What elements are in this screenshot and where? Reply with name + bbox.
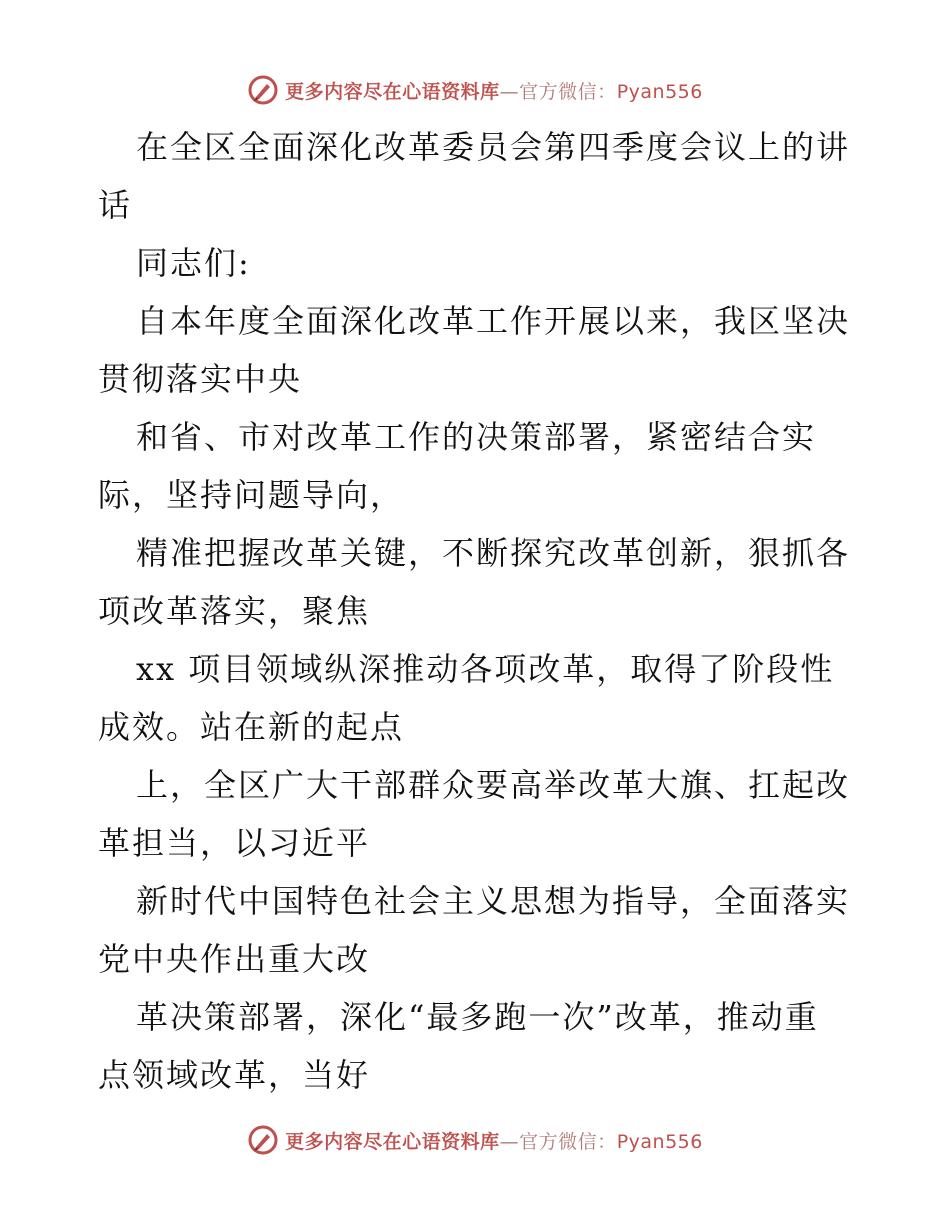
doc-line: 话 xyxy=(98,186,133,224)
doc-line: 同志们: xyxy=(136,244,251,282)
watermark-dash: —官方微信： xyxy=(499,80,617,103)
doc-line: 自本年度全面深化改革工作开展以来，我区坚决 xyxy=(136,302,851,340)
document-body xyxy=(98,118,858,1104)
doc-line: 项改革落实，聚焦 xyxy=(98,592,371,630)
doc-line: 贯彻落实中央 xyxy=(98,360,303,398)
watermark-id: Pyan556 xyxy=(616,80,703,103)
doc-line: 新时代中国特色社会主义思想为指导，全面落实 xyxy=(136,882,851,920)
doc-line: xx 项目领域纵深推动各项改革，取得了阶段性 xyxy=(136,650,835,688)
doc-line: 上，全区广大干部群众要高举改革大旗、扛起改 xyxy=(136,766,851,804)
watermark-id: Pyan556 xyxy=(616,1130,703,1153)
doc-line: 和省、市对改革工作的决策部署，紧密结合实 xyxy=(136,418,817,456)
doc-line: 成效。站在新的起点 xyxy=(98,708,405,746)
footer-watermark xyxy=(0,1120,950,1160)
watermark-main: 更多内容尽在心语资料库 xyxy=(285,80,500,103)
doc-line: 际，坚持问题导向， xyxy=(98,476,405,514)
pen-logo-icon xyxy=(247,1124,279,1156)
doc-line: 革决策部署，深化“最多跑一次”改革，推动重 xyxy=(136,998,819,1036)
watermark-text xyxy=(285,77,703,104)
doc-line: 在全区全面深化改革委员会第四季度会议上的讲 xyxy=(136,128,851,166)
watermark-text xyxy=(285,1127,703,1154)
doc-line: 党中央作出重大改 xyxy=(98,940,371,978)
doc-line: 革担当，以习近平 xyxy=(98,824,371,862)
watermark-dash: —官方微信： xyxy=(499,1130,617,1153)
header-watermark xyxy=(0,70,950,110)
pen-logo-icon xyxy=(247,74,279,106)
doc-line: 点领域改革，当好 xyxy=(98,1056,371,1094)
watermark-main: 更多内容尽在心语资料库 xyxy=(285,1130,500,1153)
doc-line: 精准把握改革关键，不断探究改革创新，狠抓各 xyxy=(136,534,851,572)
